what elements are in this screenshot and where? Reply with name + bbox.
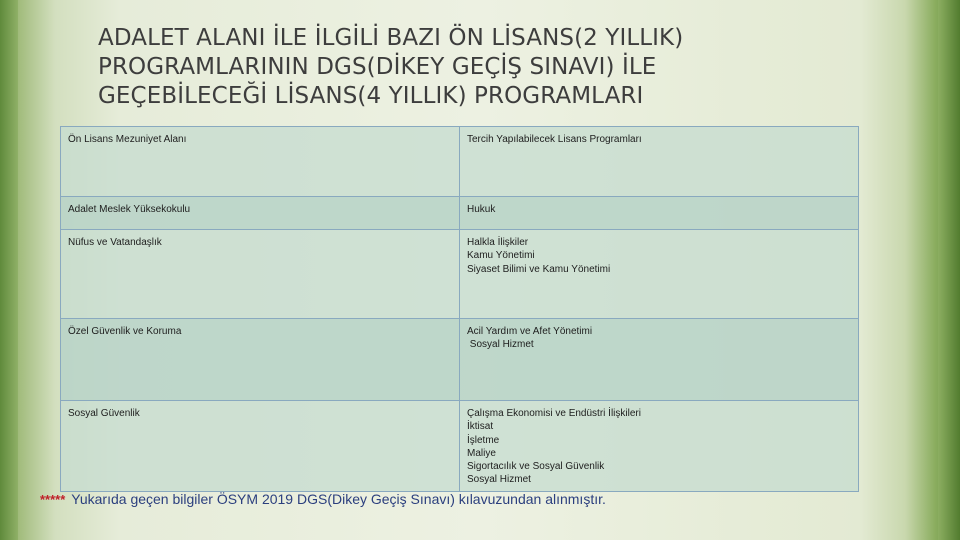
table-cell	[460, 401, 859, 492]
table-cell: Sosyal Güvenlik	[61, 401, 460, 492]
source-footnote	[40, 491, 606, 507]
title-line: ADALET ALANI İLE İLGİLİ BAZI ÖN LİSANS(2 YILLIK)	[98, 25, 684, 51]
program-item: Sigortacılık ve Sosyal Güvenlik	[467, 461, 605, 473]
program-item: Acil Yardım ve Afet Yönetimi	[467, 326, 593, 337]
left-decor-strip	[0, 0, 18, 540]
table-row	[61, 401, 859, 492]
table-cell: Adalet Meslek Yüksekokulu	[61, 197, 460, 230]
table-cell: Nüfus ve Vatandaşlık	[61, 230, 460, 319]
footnote-stars: *****	[40, 492, 66, 507]
program-item: Kamu Yönetimi	[467, 250, 535, 262]
header-cell: Tercih Yapılabilecek Lisans Programları	[460, 127, 859, 197]
table-row	[61, 230, 859, 319]
table-cell	[460, 230, 859, 319]
program-item: Siyaset Bilimi ve Kamu Yönetimi	[467, 263, 611, 275]
program-item: Halkla İlişkiler	[467, 237, 529, 248]
program-item: Maliye	[467, 447, 496, 459]
program-item: Çalışma Ekonomisi ve Endüstri İlişkileri	[467, 408, 641, 419]
table-cell	[460, 197, 859, 230]
footnote-text: Yukarıda geçen bilgiler ÖSYM 2019 DGS(Dikey Geçiş Sınavı) kılavuzundan alınmıştır.	[71, 491, 606, 507]
header-cell: Ön Lisans Mezuniyet Alanı	[61, 127, 460, 197]
table-cell: Özel Güvenlik ve Koruma	[61, 319, 460, 401]
program-item: Sosyal Hizmet	[467, 474, 531, 486]
title-line: PROGRAMLARININ DGS(DİKEY GEÇİŞ SINAVI) İLE	[98, 54, 657, 80]
right-decor-strip	[938, 0, 960, 540]
table-header-row	[61, 127, 859, 197]
program-item: Sosyal Hizmet	[467, 339, 534, 351]
table-row	[61, 197, 859, 230]
title-line: GEÇEBİLECEĞİ LİSANS(4 YILLIK) PROGRAMLARI	[98, 83, 644, 109]
program-item: Hukuk	[467, 204, 496, 215]
program-item: İktisat	[467, 421, 494, 433]
program-item: İşletme	[467, 434, 500, 446]
table-cell	[460, 319, 859, 401]
table-row	[61, 319, 859, 401]
slide-title	[98, 24, 858, 111]
programs-table	[60, 126, 859, 492]
